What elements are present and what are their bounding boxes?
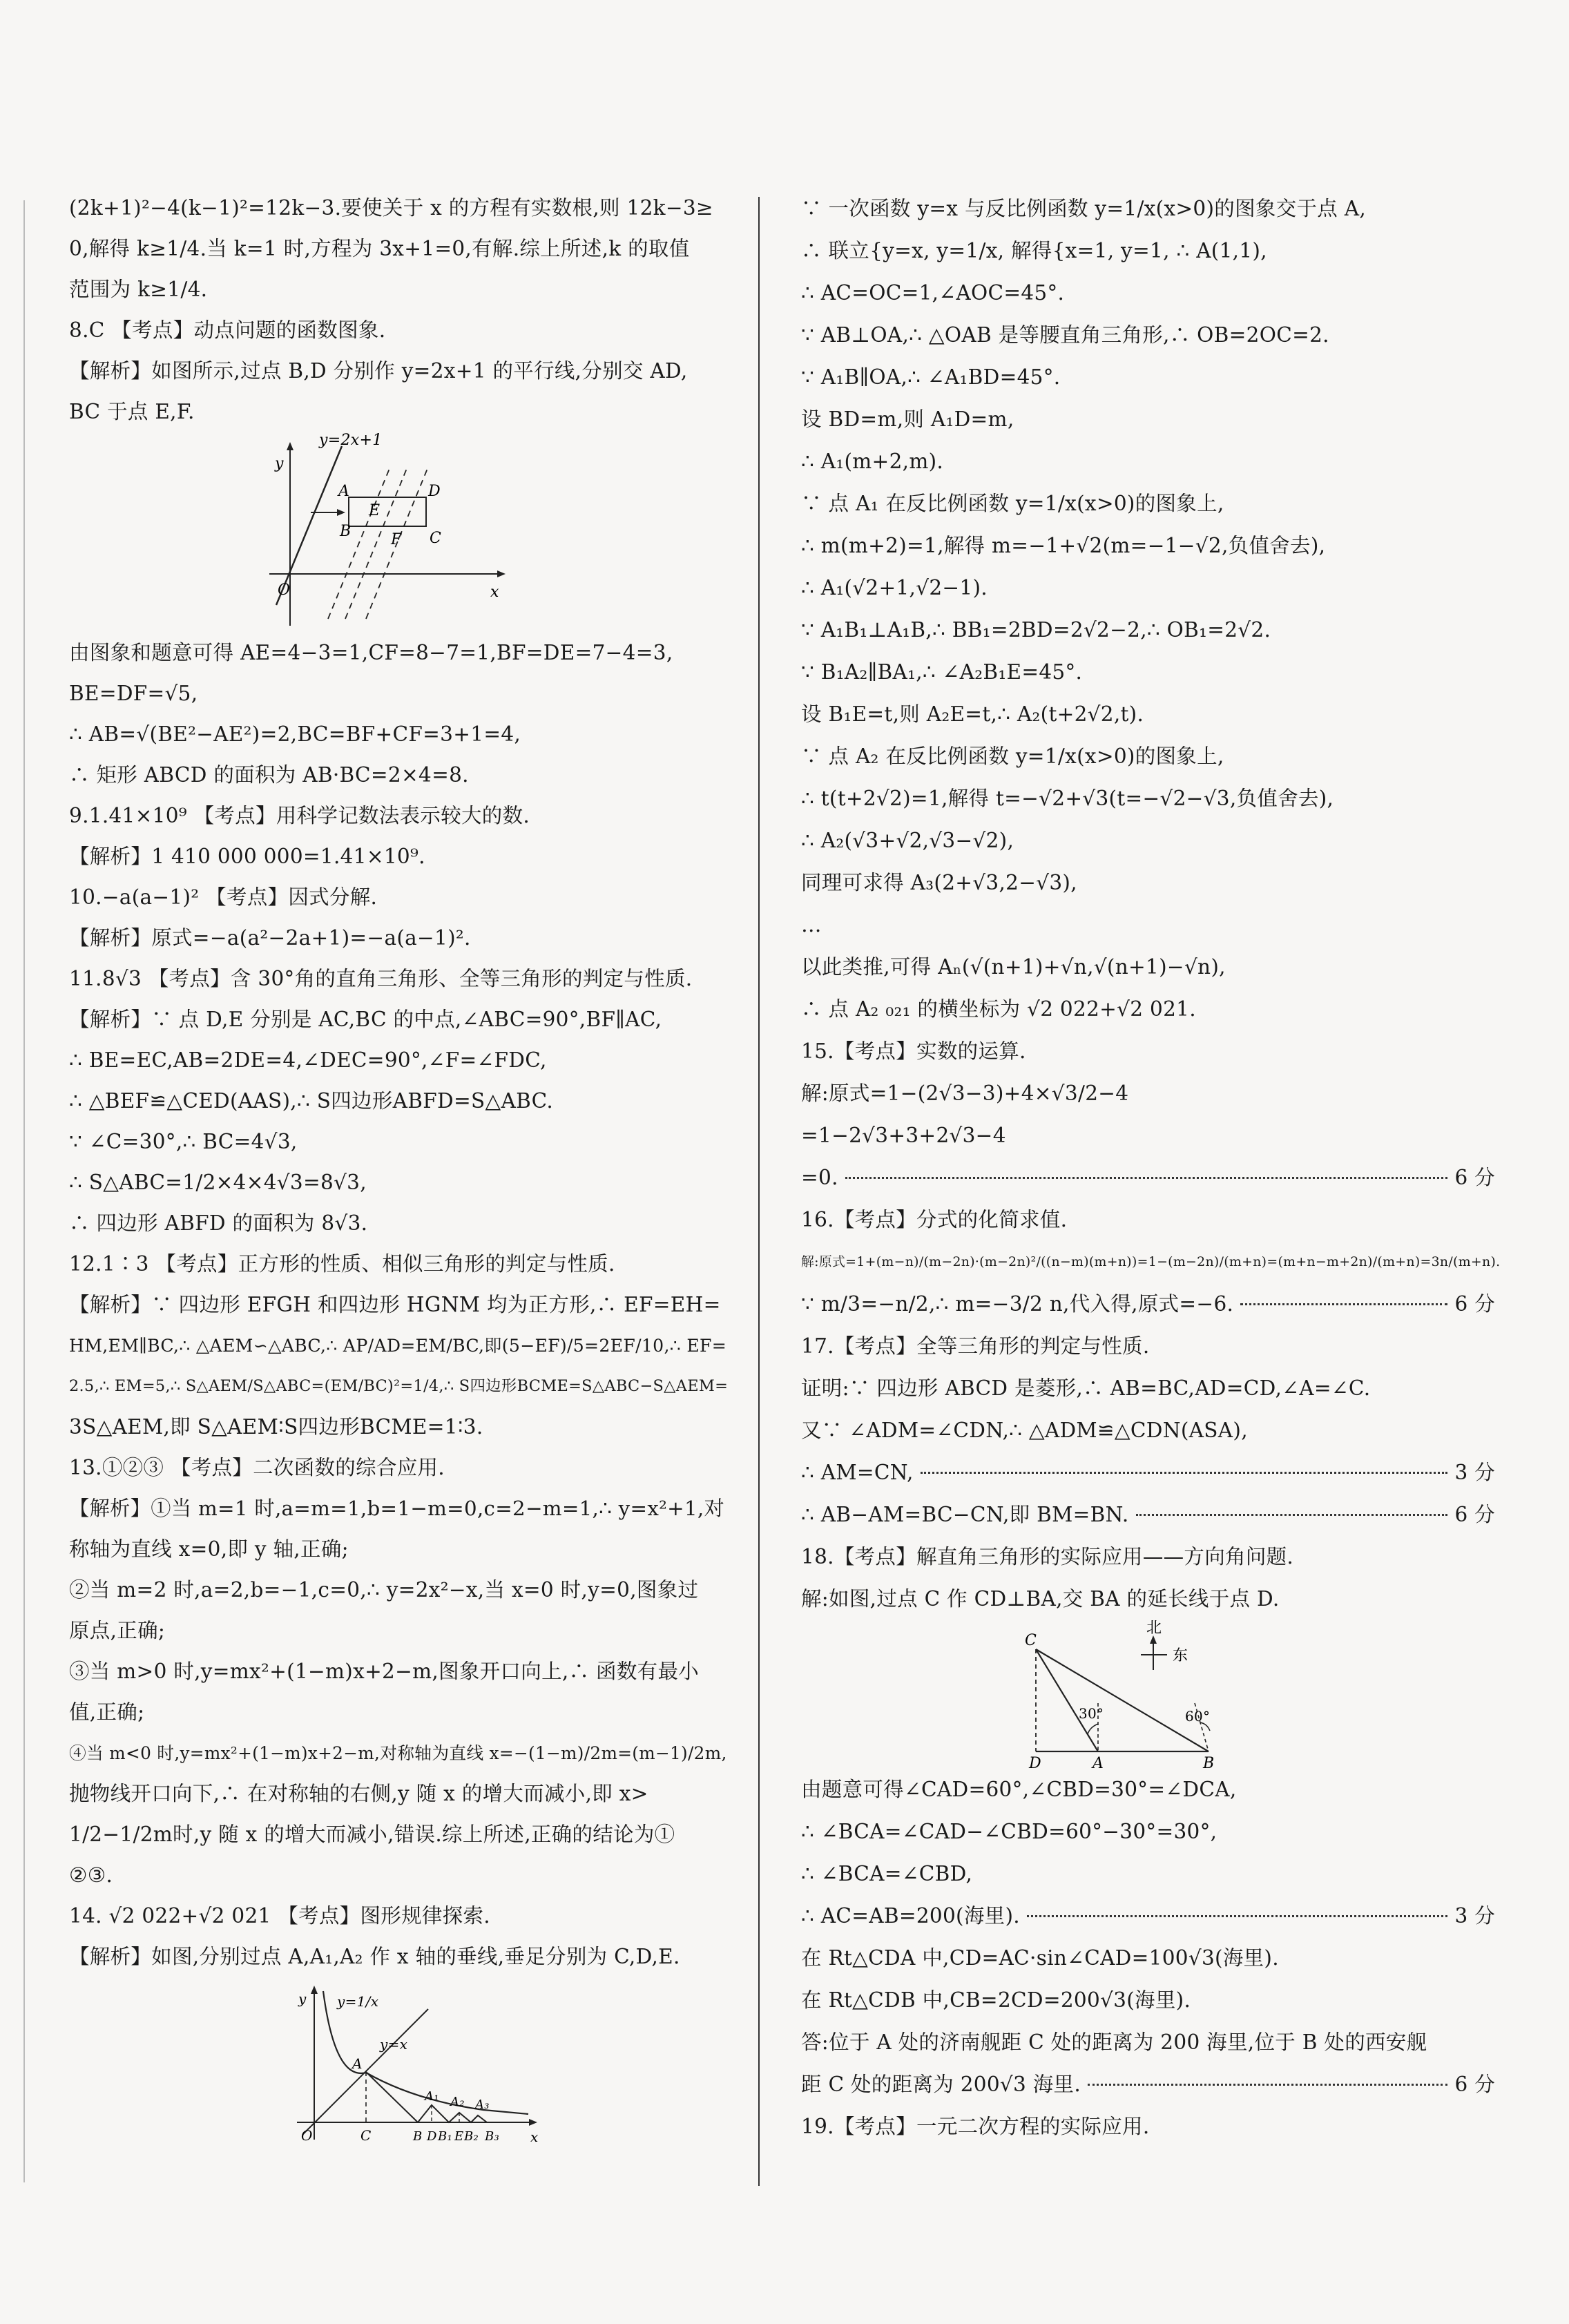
right-text-line: 18.【考点】解直角三角形的实际应用——方向角问题. <box>801 1545 1294 1568</box>
left-text-line: BE=DF=√5, <box>69 682 198 705</box>
right-text-line: 在 Rt△CDB 中,CB=2CD=200√3(海里). <box>801 1988 1191 2012</box>
right-text-line: ∴ t(t+2√2)=1,解得 t=−√2+√3(t=−√2−√3,负值舍去), <box>801 787 1334 810</box>
fig18-label-east: 东 <box>1173 1647 1188 1664</box>
left-text-line: 14. √2 022+√2 021 【考点】图形规律探索. <box>69 1904 490 1928</box>
left-text-line: ∴ S△ABC=1/2×4×4√3=8√3, <box>69 1171 367 1194</box>
fig18-label-A: A <box>1092 1755 1104 1769</box>
dot-leader <box>1240 1303 1447 1305</box>
right-column <box>801 188 1501 2158</box>
fig8-label-B: B <box>340 523 352 540</box>
left-text-line: 0,解得 k≥1/4.当 k=1 时,方程为 3x+1=0,有解.综上所述,k 的取值 <box>69 237 690 260</box>
right-text-line: ∴ ∠BCA=∠CBD, <box>801 1862 973 1885</box>
left-text-line: 2.5,∴ EM=5,∴ S△AEM/S△ABC=(EM/BC)²=1/4,∴ S四边形BCME=S△ABC−S△AEM= <box>69 1377 729 1395</box>
left-text-line: 抛物线开口向下,∴ 在对称轴的右侧,y 随 x 的增大而减小,即 x> <box>69 1782 648 1805</box>
right-text-line: 证明:∵ 四边形 ABCD 是菱形,∴ AB=BC,AD=CD,∠A=∠C. <box>801 1376 1371 1400</box>
left-text-line: 1/2−1/2m时,y 随 x 的增大而减小,错误.综上所述,正确的结论为① <box>69 1823 675 1846</box>
fig8-label-C: C <box>430 530 442 547</box>
right-text-line: ∴ 联立{y=x, y=1/x, 解得{x=1, y=1, ∴ A(1,1), <box>801 239 1267 262</box>
page-edge-line <box>23 200 25 2182</box>
left-text-line: BC 于点 E,F. <box>69 400 195 423</box>
fig18-label-a60: 60° <box>1185 1708 1211 1725</box>
right-text-line: ∴ A₁(m+2,m). <box>801 450 944 473</box>
fig14-label-A: A <box>352 2055 363 2072</box>
figure-hyperbola-triangles <box>256 1977 546 2147</box>
right-text-line: 解:如图,过点 C 作 CD⊥BA,交 BA 的延长线于点 D. <box>801 1587 1280 1611</box>
right-text-line: 设 B₁E=t,则 A₂E=t,∴ A₂(t+2√2,t). <box>801 702 1144 726</box>
dot-leader <box>921 1472 1448 1474</box>
left-text-line: ∴ △BEF≌△CED(AAS),∴ S四边形ABFD=S△ABC. <box>69 1089 554 1113</box>
right-text-line <box>801 1895 1495 1937</box>
line-text: =0. <box>801 1166 838 1189</box>
right-text-line <box>801 1494 1495 1536</box>
fig14-label-A3: A₃ <box>475 2097 490 2112</box>
score-label: 6 分 <box>1454 1292 1495 1316</box>
fig14-label-x: x <box>530 2129 539 2145</box>
left-text-line: 【解析】∵ 四边形 EFGH 和四边形 HGNM 均为正方形,∴ EF=EH= <box>69 1293 721 1316</box>
left-text-line: ∴ AB=√(BE²−AE²)=2,BC=BF+CF=3+1=4, <box>69 722 521 746</box>
left-text-line: 【解析】如图,分别过点 A,A₁,A₂ 作 x 轴的垂线,垂足分别为 C,D,E. <box>69 1945 680 1968</box>
left-text-line: ∴ BE=EC,AB=2DE=4,∠DEC=90°,∠F=∠FDC, <box>69 1048 547 1072</box>
right-text-line: ∴ ∠BCA=∠CAD−∠CBD=60°−30°=30°, <box>801 1820 1217 1843</box>
figure-direction-angle <box>1022 1620 1298 1769</box>
left-text-line: ②③. <box>69 1863 113 1887</box>
fig8-label-F: F <box>391 531 402 548</box>
score-label: 6 分 <box>1454 1503 1495 1526</box>
right-text-line: =1−2√3+3+2√3−4 <box>801 1124 1006 1147</box>
right-text-line: ∵ B₁A₂∥BA₁,∴ ∠A₂B₁E=45°. <box>801 660 1083 684</box>
right-text-line: ∵ A₁B₁⊥A₁B,∴ BB₁=2BD=2√2−2,∴ OB₁=2√2. <box>801 618 1271 642</box>
dot-leader <box>1136 1514 1448 1516</box>
fig14-label-B3: B₃ <box>485 2129 500 2144</box>
right-text-line <box>801 2064 1495 2106</box>
left-text-line: 【解析】∵ 点 D,E 分别是 AC,BC 的中点,∠ABC=90°,BF∥AC, <box>69 1008 662 1031</box>
right-text-line: ∵ 点 A₁ 在反比例函数 y=1/x(x>0)的图象上, <box>801 492 1224 515</box>
fig14-label-B2: B₂ <box>464 2129 479 2144</box>
right-text-line: 17.【考点】全等三角形的判定与性质. <box>801 1334 1150 1358</box>
figure-rectangle-parallel-lines <box>262 432 511 633</box>
right-text-line: 由题意可得∠CAD=60°,∠CBD=30°=∠DCA, <box>801 1778 1237 1801</box>
left-text-line: 12.1∶3 【考点】正方形的性质、相似三角形的判定与性质. <box>69 1252 615 1276</box>
line-text: ∵ m/3=−n/2,∴ m=−3/2 n,代入得,原式=−6. <box>801 1292 1234 1316</box>
score-label: 3 分 <box>1454 1904 1495 1928</box>
left-text-line: ∴ 四边形 ABFD 的面积为 8√3. <box>69 1211 368 1235</box>
fig18-label-north: 北 <box>1146 1620 1162 1637</box>
right-text-line: ∵ 一次函数 y=x 与反比例函数 y=1/x(x>0)的图象交于点 A, <box>801 197 1367 220</box>
left-text-line: ②当 m=2 时,a=2,b=−1,c=0,∴ y=2x²−x,当 x=0 时,y=0,图象过 <box>69 1578 699 1602</box>
right-text-line: ∴ 点 A₂ ₀₂₁ 的横坐标为 √2 022+√2 021. <box>801 997 1196 1021</box>
fig18-label-a30: 30° <box>1079 1705 1104 1722</box>
right-text-line <box>801 1452 1495 1494</box>
left-text-line: (2k+1)²−4(k−1)²=12k−3.要使关于 x 的方程有实数根,则 12k−3≥ <box>69 196 713 220</box>
left-text-line: HM,EM∥BC,∴ △AEM∽△ABC,∴ AP/AD=EM/BC,即(5−EF)/5=2EF/10,∴ EF= <box>69 1336 727 1356</box>
fig8-label-x: x <box>490 584 499 601</box>
fig14-label-E: E <box>454 2129 464 2144</box>
fig14-label-B1: B₁ <box>438 2129 453 2144</box>
left-text-line: 10.−a(a−1)² 【考点】因式分解. <box>69 885 378 909</box>
right-text-line: ∴ m(m+2)=1,解得 m=−1+√2(m=−1−√2,负值舍去), <box>801 534 1326 557</box>
fig18-label-C: C <box>1025 1632 1037 1649</box>
fig14-label-O: O <box>301 2127 313 2144</box>
fig8-label-A: A <box>338 483 350 500</box>
right-text-line: 设 BD=m,则 A₁D=m, <box>801 407 1014 431</box>
fig14-label-hyp: y=1/x <box>337 1993 379 2010</box>
left-text-line: ∵ ∠C=30°,∴ BC=4√3, <box>69 1130 298 1153</box>
fig8-label-E: E <box>369 502 381 519</box>
score-label: 6 分 <box>1454 2073 1495 2096</box>
right-text-line <box>801 1283 1495 1325</box>
fig14-label-C: C <box>360 2127 372 2144</box>
line-text: ∴ AB−AM=BC−CN,即 BM=BN. <box>801 1503 1129 1526</box>
column-divider <box>758 197 760 2186</box>
right-text-line: 同理可求得 A₃(2+√3,2−√3), <box>801 871 1077 894</box>
right-text-line: ∵ A₁B∥OA,∴ ∠A₁BD=45°. <box>801 365 1061 389</box>
line-text: ∴ AC=AB=200(海里). <box>801 1904 1020 1928</box>
right-text-line: 19.【考点】一元二次方程的实际应用. <box>801 2115 1150 2138</box>
left-text-line: 【解析】①当 m=1 时,a=m=1,b=1−m=0,c=2−m=1,∴ y=x²+1,对 <box>69 1497 725 1520</box>
right-text-line <box>801 1157 1495 1199</box>
left-text-line: 原点,正确; <box>69 1619 166 1642</box>
left-text-line: 11.8√3 【考点】含 30°角的直角三角形、全等三角形的判定与性质. <box>69 967 693 990</box>
fig14-label-y: y <box>298 1990 307 2007</box>
left-text-line: ③当 m>0 时,y=mx²+(1−m)x+2−m,图象开口向上,∴ 函数有最小 <box>69 1660 700 1683</box>
score-label: 6 分 <box>1454 1166 1495 1189</box>
right-text-line: ∴ A₂(√3+√2,√3−√2), <box>801 829 1014 852</box>
dot-leader <box>1088 2084 1447 2086</box>
left-text-line: 范围为 k≥1/4. <box>69 278 208 301</box>
right-text-line: 以此类推,可得 Aₙ(√(n+1)+√n,√(n+1)−√n), <box>801 955 1226 979</box>
right-text-line: ∴ A₁(√2+1,√2−1). <box>801 576 988 599</box>
dot-leader <box>845 1177 1448 1179</box>
fig8-label-D: D <box>428 483 441 500</box>
left-text-line: 3S△AEM,即 S△AEM∶S四边形BCME=1∶3. <box>69 1415 483 1439</box>
right-text-line: ∴ AC=OC=1,∠AOC=45°. <box>801 281 1065 305</box>
left-text-line: 【解析】1 410 000 000=1.41×10⁹. <box>69 845 425 868</box>
left-text-line: 13.①②③ 【考点】二次函数的综合应用. <box>69 1456 445 1479</box>
fig8-label-O: O <box>278 582 291 599</box>
right-text-line: 在 Rt△CDA 中,CD=AC·sin∠CAD=100√3(海里). <box>801 1946 1279 1970</box>
fig14-label-A2: A₂ <box>450 2095 465 2109</box>
left-text-line: ④当 m<0 时,y=mx²+(1−m)x+2−m,对称轴为直线 x=−(1−m)/2m=(m−1)/2m, <box>69 1743 727 1763</box>
right-text-line: 答:位于 A 处的济南舰距 C 处的距离为 200 海里,位于 B 处的西安舰 <box>801 2030 1427 2054</box>
fig14-label-lin: y=x <box>380 2036 408 2053</box>
right-text-line: 16.【考点】分式的化简求值. <box>801 1208 1068 1231</box>
fig18-label-D: D <box>1029 1755 1041 1769</box>
left-text-line: 由图象和题意可得 AE=4−3=1,CF=8−7=1,BF=DE=7−4=3, <box>69 641 673 664</box>
fig14-label-B: B <box>413 2129 423 2144</box>
score-label: 3 分 <box>1454 1461 1495 1484</box>
right-text-line: … <box>801 913 822 937</box>
fig8-label-eq: y=2x+1 <box>319 432 383 449</box>
left-text-line: 值,正确; <box>69 1700 145 1724</box>
dot-leader <box>1027 1915 1448 1917</box>
right-text-line: 15.【考点】实数的运算. <box>801 1039 1026 1063</box>
left-text-line: 【解析】原式=−a(a²−2a+1)=−a(a−1)². <box>69 926 471 950</box>
left-text-line: 9.1.41×10⁹ 【考点】用科学记数法表示较大的数. <box>69 804 530 827</box>
fig14-label-D: D <box>427 2129 437 2144</box>
right-text-line: ∵ AB⊥OA,∴ △OAB 是等腰直角三角形,∴ OB=2OC=2. <box>801 323 1329 347</box>
left-text-line: ∴ 矩形 ABCD 的面积为 AB·BC=2×4=8. <box>69 763 469 787</box>
fig14-label-A1: A₁ <box>425 2089 439 2104</box>
left-column <box>69 188 729 2158</box>
left-text-line: 【解析】如图所示,过点 B,D 分别作 y=2x+1 的平行线,分别交 AD, <box>69 359 688 383</box>
right-text-line: ∵ 点 A₂ 在反比例函数 y=1/x(x>0)的图象上, <box>801 745 1224 768</box>
fig18-label-B: B <box>1203 1755 1215 1769</box>
left-text-line: 称轴为直线 x=0,即 y 轴,正确; <box>69 1537 349 1561</box>
left-text-line: 8.C 【考点】动点问题的函数图象. <box>69 318 386 342</box>
right-text-line: 解:原式=1+(m−n)/(m−2n)·(m−2n)²/((n−m)(m+n))=1−(m−2n)/(m+n)=(m+n−m+2n)/(m+n)=3n/(m+n). <box>801 1254 1501 1269</box>
right-text-line: 又∵ ∠ADM=∠CDN,∴ △ADM≌△CDN(ASA), <box>801 1419 1248 1442</box>
line-text: ∴ AM=CN, <box>801 1461 914 1484</box>
right-text-line: 解:原式=1−(2√3−3)+4×√3/2−4 <box>801 1082 1129 1105</box>
line-text: 距 C 处的距离为 200√3 海里. <box>801 2073 1081 2096</box>
fig8-label-y: y <box>275 455 284 472</box>
